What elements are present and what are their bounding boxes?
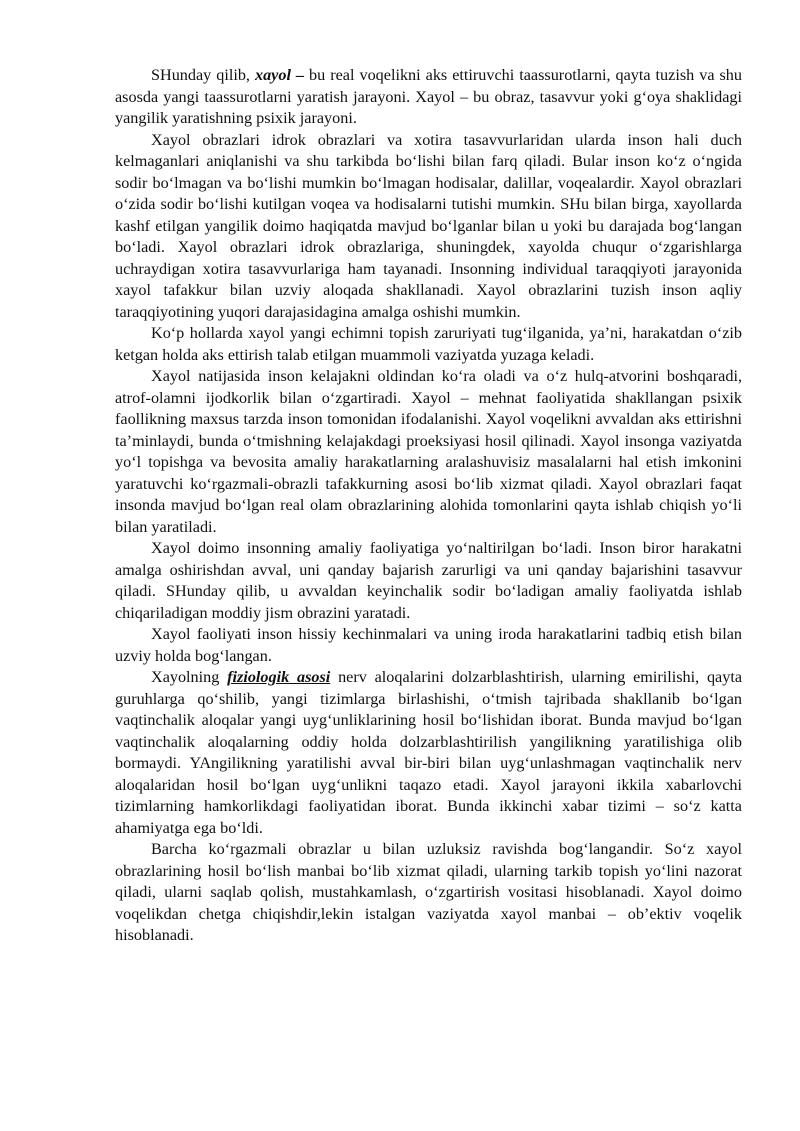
key-term: xayol –: [254, 66, 305, 84]
paragraph-text: bu real voqelikni aks ettiruvchi taassurotlarni, qayta tuzish va shu asosda yangi taassurotlarni yaratish jarayoni. Xayol – bu obraz, tasavvur yoki g‘oya shaklidagi yangilik yaratishning psixik jarayoni.: [115, 66, 742, 127]
paragraph: [115, 667, 742, 839]
paragraph: Ko‘p hollarda xayol yangi echimni topish zaruriyati tug‘ilganida, ya’ni, harakatdan o‘zib ketgan holda aks ettirish talab etilgan muammoli vaziyatda yuzaga keladi.: [115, 324, 742, 364]
paragraph-text: Xayolning: [151, 668, 228, 686]
paragraph: Xayol doimo insonning amaliy faoliyatiga yo‘naltirilgan bo‘ladi. Inson biror harakatni amalga oshirishdan avval, uni qanday bajarish zarurligi va uni qanday bajarishini tasavvur qiladi. SHunday qilib, u avvaldan keyinchalik sodir bo‘ladigan amaliy faoliyatda ishlab chiqariladigan moddiy jism obrazini yaratadi.: [115, 539, 742, 622]
document-page: [115, 65, 742, 947]
paragraph: Xayol obrazlari idrok obrazlari va xotira tasavvurlaridan ularda inson hali duch kelmaganlari aniqlanishi va shu tarkibda bo‘lishi bilan farq qiladi. Bular inson ko‘z o‘ngida sodir bo‘lmagan va bo‘lishi mumkin bo‘lmagan hodisalar, dalillar, voqealardir. Xayol obrazlari o‘zida sodir bo‘lishi kutilgan voqea va hodisalarni tutishi mumkin. SHu bilan birga, xayollarda kashf etilgan yangilik doimo haqiqatda mavjud bo‘lganlar bilan u yoki bu darajada bog‘langan bo‘ladi. Xayol obrazlari idrok obrazlariga, shuningdek, xayolda chuqur o‘zgarishlarga uchraydigan xotira tasavvurlariga ham tayanadi. Insonning individual taraqqiyoti jarayonida xayol tafakkur bilan uzviy aloqada shakllanadi. Xayol obrazlarini tuzish inson aqliy taraqqiyotining yuqori darajasidagina amalga oshishi mumkin.: [115, 130, 742, 321]
paragraph-text: nerv aloqalarini dolzarblashtirish, ularning emirilishi, qayta guruhlarga qo‘shilib, yangi tizimlarga birlashishi, o‘tmish tajribada shakllanib bo‘lgan vaqtinchalik aloqalar yangi uyg‘unliklarining hosil bo‘lishidan iborat. Bunda mavjud bo‘lgan vaqtinchalik aloqalarning oddiy holda dolzarblashtirilish yangilikning yaratilishiga olib bormaydi. YAngilikning yaratilishi avval bir-biri bilan uyg‘unlashmagan vaqtinchalik nerv aloqalaridan hosil bo‘lgan uyg‘unlikni taqazo etadi. Xayol jarayoni ikkila xabarlovchi tizimlarning hamkorlikdagi faoliyatidan iborat. Bunda ikkinchi xabar tizimi – so‘z katta ahamiyatga ega bo‘ldi.: [115, 668, 743, 837]
paragraph: Xayol natijasida inson kelajakni oldindan ko‘ra oladi va o‘z hulq-atvorini boshqaradi, atrof-olamni ijodkorlik bilan o‘zgartiradi. Xayol – mehnat faoliyatida shakllangan psixik faollikning maxsus tarzda inson tomonidan ifodalanishi. Xayol voqelikni avvaldan aks ettirishni ta’minlaydi, bunda o‘tmishning kelajakdagi proeksiyasi hosil qilinadi. Xayol insonga vaziyatda yo‘l topishga va bevosita amaliy harakatlarning aralashuvisiz masalalarni hal etish imkonini yaratuvchi ko‘rgazmali-obrazli tafakkurning asosi bo‘lib xizmat qiladi. Xayol obrazlari faqat insonda mavjud bo‘lgan real olam obrazlarining alohida tomonlarini qayta ishlab chiqish yo‘li bilan yaratiladi.: [115, 367, 742, 536]
paragraph: Xayol faoliyati inson hissiy kechinmalari va uning iroda harakatlarini tadbiq etish bilan uzviy holda bog‘langan.: [115, 625, 742, 665]
key-term: fiziologik asosi: [227, 668, 331, 686]
paragraph-text: SHunday qilib,: [151, 66, 255, 84]
paragraph: [115, 65, 742, 130]
paragraph: Barcha ko‘rgazmali obrazlar u bilan uzluksiz ravishda bog‘langandir. So‘z xayol obrazlarining hosil bo‘lish manbai bo‘lib xizmat qiladi, ularning tarkib topish yo‘lini nazorat qiladi, ularni saqlab qolish, mustahkamlash, o‘zgartirish vositasi hisoblanadi. Xayol doimo voqelikdan chetga chiqishdir,lekin istalgan vaziyatda xayol manbai – ob’ektiv voqelik hisoblanadi.: [115, 840, 742, 944]
